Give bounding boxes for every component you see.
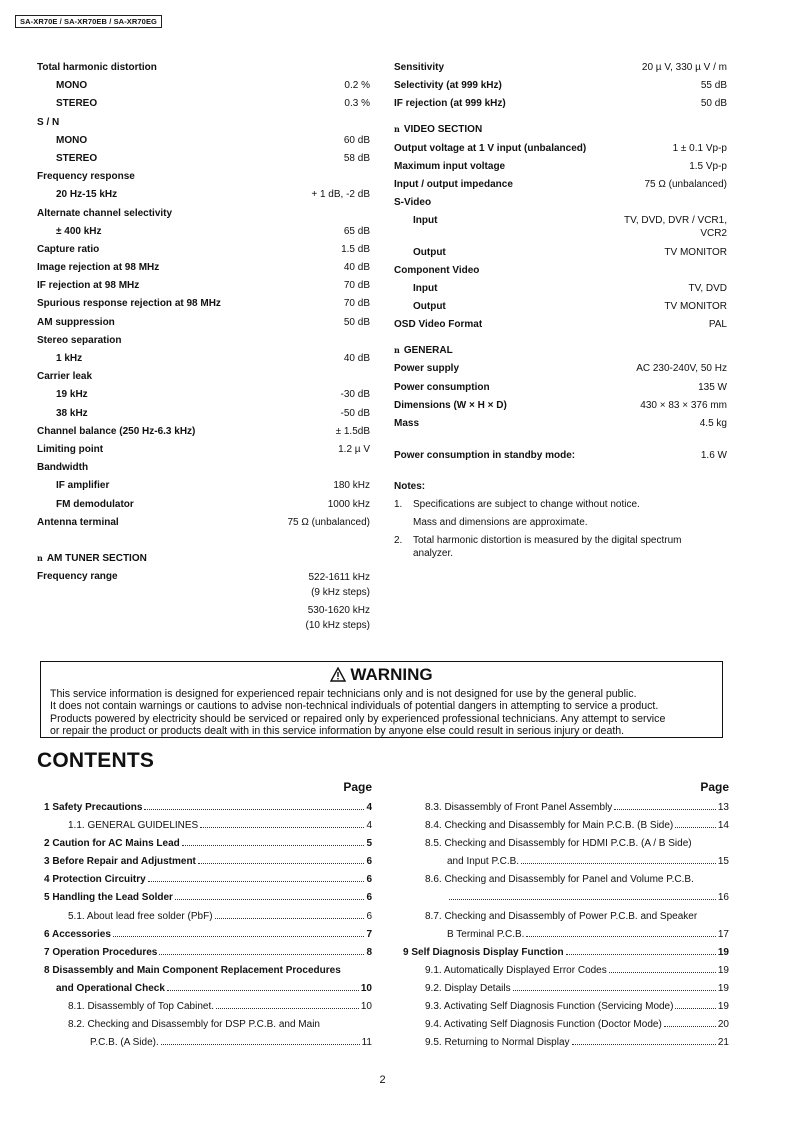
toc-entry-text: 8.1. Disassembly of Top Cabinet.: [68, 1001, 215, 1013]
toc-entry-text: 9.2. Display Details: [425, 982, 511, 994]
spec-label: S / N: [37, 116, 60, 128]
spec-label: Bandwidth: [37, 462, 89, 474]
toc-leader-dots: [572, 1044, 716, 1045]
toc-leader-dots: [216, 1008, 359, 1009]
spec-label: 1 kHz: [56, 353, 83, 364]
toc-entry-text: 9 Self Diagnosis Display Function: [403, 946, 564, 958]
spec-row: [394, 61, 727, 74]
spec-row: [37, 297, 370, 310]
toc-leader-dots: [198, 863, 365, 864]
spec-value: 1000 kHz: [327, 498, 370, 510]
spec-value: 1.5 Vp-p: [689, 160, 727, 172]
toc-entry-text: 9.4. Activating Self Diagnosis Function (Doctor Mode): [425, 1019, 662, 1031]
spec-row: [37, 188, 370, 201]
spec-value: 180 kHz: [333, 480, 370, 492]
toc-entry-text: 2 Caution for AC Mains Lead: [44, 838, 180, 850]
toc-entry-text: 4 Protection Circuitry: [44, 874, 146, 886]
spec-label: Input / output impedance: [394, 178, 513, 190]
spec-label: Antenna terminal: [37, 516, 119, 528]
warning-line: It does not contain warnings or cautions to advise non-technical individuals of potential dangers in attempting to service a product.: [50, 700, 659, 713]
spec-label: Alternate channel selectivity: [37, 207, 173, 219]
spec-row: [37, 352, 370, 365]
spec-value: 55 dB: [700, 80, 727, 92]
spec-row: [37, 461, 370, 474]
toc-leader-dots: [113, 936, 365, 937]
toc-entry[interactable]: [44, 1036, 372, 1049]
toc-leader-dots: [675, 1008, 715, 1009]
spec-value: 135 W: [698, 381, 727, 393]
section-title: GENERAL: [403, 345, 453, 357]
spec-value: 1.2 µ V: [338, 443, 370, 455]
spec-value: 20 µ V, 330 µ V / m: [641, 62, 727, 73]
spec-row: [37, 97, 370, 110]
spec-label: STEREO: [56, 152, 98, 164]
spec-label: 19 kHz: [56, 389, 88, 401]
spec-row: [37, 388, 370, 401]
spec-value: 70 dB: [343, 280, 370, 292]
spec-row: [394, 300, 727, 313]
spec-row: [394, 318, 727, 331]
toc-entry[interactable]: [403, 801, 729, 814]
spec-row: [37, 498, 370, 511]
notes-title: Notes:: [394, 481, 426, 492]
spec-label: Component Video: [394, 264, 480, 276]
spec-label: 38 kHz: [56, 407, 88, 419]
spec-row: [394, 214, 727, 240]
toc-leader-dots: [609, 972, 716, 973]
toc-entry[interactable]: [44, 928, 372, 941]
spec-label: FM demodulator: [56, 498, 134, 510]
spec-value: 40 dB: [343, 353, 370, 364]
toc-entry-page: 6: [366, 856, 372, 868]
toc-entry-text[interactable]: 8.6. Checking and Disassembly for Panel and Volume P.C.B.: [425, 874, 694, 886]
toc-entry-page: 11: [361, 1037, 372, 1049]
spec-value: 430 × 83 × 376 mm: [640, 399, 727, 411]
spec-row: [394, 142, 727, 155]
toc-entry-text: 9.1. Automatically Displayed Error Codes: [425, 964, 607, 976]
toc-entry-page: 16: [717, 892, 729, 904]
note-item: [394, 498, 727, 511]
spec-row: [37, 516, 370, 529]
toc-entry[interactable]: [44, 891, 372, 904]
toc-leader-dots: [148, 881, 365, 882]
toc-entry-page: 10: [360, 982, 372, 994]
toc-entry-page: 7: [366, 928, 372, 940]
note-number: 2.: [394, 535, 403, 546]
section-bullet: n: [394, 345, 400, 356]
spec-value: 58 dB: [343, 152, 370, 164]
spec-label: IF rejection (at 999 kHz): [394, 98, 506, 110]
spec-label: Mass: [394, 418, 420, 429]
toc-entry-page: 19: [717, 982, 729, 994]
toc-entry[interactable]: [403, 1000, 729, 1013]
spec-label: IF amplifier: [56, 480, 110, 492]
spec-label: AM suppression: [37, 316, 115, 328]
toc-entry-page: 6: [366, 874, 372, 886]
toc-entry-page: 19: [717, 1001, 729, 1013]
spec-row: [37, 370, 370, 383]
spec-row: [37, 425, 370, 438]
spec-label: Image rejection at 98 MHz: [37, 262, 160, 274]
spec-value: 75 Ω (unbalanced): [287, 516, 370, 528]
spec-value: 0.2 %: [344, 80, 370, 92]
spec-label: MONO: [56, 80, 88, 92]
toc-entry-page: 15: [717, 856, 729, 868]
warning-line: or repair the product or products dealt with in this service information by anyone else could result in serious injury or death.: [50, 725, 625, 738]
warning-box: [40, 661, 723, 738]
spec-label: Output voltage at 1 V input (unbalanced): [394, 142, 587, 154]
toc-entry[interactable]: [403, 964, 729, 977]
spec-row: [394, 178, 727, 191]
toc-entry[interactable]: [44, 982, 372, 995]
note-continuation: Mass and dimensions are approximate.: [413, 517, 588, 528]
toc-entry-text: and Operational Check: [56, 982, 165, 994]
spec-row: [37, 225, 370, 238]
spec-value: 60 dB: [343, 134, 370, 146]
toc-leader-dots: [159, 954, 364, 955]
spec-row: [37, 79, 370, 92]
toc-entry[interactable]: [44, 855, 372, 868]
spec-value: 1.6 W: [700, 450, 727, 461]
toc-entry-text[interactable]: 8 Disassembly and Main Component Replacement Procedures: [44, 964, 341, 976]
note-number: 1.: [394, 499, 403, 510]
spec-row: [394, 79, 727, 92]
spec-row: [394, 264, 727, 277]
toc-page-header: Page: [343, 780, 372, 794]
spec-value: 1 ± 0.1 Vp-p: [672, 142, 727, 154]
spec-label: Capture ratio: [37, 243, 100, 255]
toc-leader-dots: [566, 954, 716, 955]
spec-label: Power consumption in standby mode:: [394, 450, 576, 461]
section-bullet: n: [394, 124, 400, 135]
section-heading-general: [394, 344, 727, 357]
toc-entry-text: 1.1. GENERAL GUIDELINES: [68, 820, 199, 832]
spec-row: [394, 196, 727, 209]
spec-row: [394, 399, 727, 412]
toc-left-column: [44, 780, 372, 1054]
toc-entry-text: B Terminal P.C.B.: [447, 928, 525, 940]
toc-leader-dots: [513, 990, 716, 991]
toc-entry-page: 14: [717, 820, 729, 832]
spec-value: 50 dB: [343, 316, 370, 328]
toc-leader-dots: [200, 827, 364, 828]
toc-entry[interactable]: [403, 928, 729, 941]
spec-row: [394, 246, 727, 259]
toc-entry-page: 10: [360, 1001, 372, 1013]
toc-entry-text: P.C.B. (A Side).: [90, 1037, 159, 1049]
spec-value: 1.5 dB: [341, 243, 370, 255]
toc-entry-page: 4: [366, 802, 372, 813]
spec-row: [394, 381, 727, 394]
toc-entry-text: 5 Handling the Lead Solder: [44, 892, 173, 904]
toc-entry-page: 6: [366, 892, 372, 904]
toc-entry-text: 1 Safety Precautions: [44, 802, 143, 813]
spec-value: -30 dB: [340, 389, 370, 401]
spec-value: -50 dB: [340, 407, 370, 419]
toc-leader-dots: [521, 863, 716, 864]
spec-row: [37, 443, 370, 456]
spec-row: [37, 334, 370, 347]
spec-label: Power consumption: [394, 381, 490, 393]
toc-entry-page: 20: [717, 1019, 729, 1031]
toc-entry-page: 13: [717, 802, 729, 813]
warning-heading: [50, 664, 713, 688]
spec-row: [37, 61, 370, 74]
toc-leader-dots: [664, 1026, 716, 1027]
section-heading-am-tuner: [37, 552, 370, 565]
toc-entry-text: 6 Accessories: [44, 928, 111, 940]
spec-label: Maximum input voltage: [394, 160, 506, 172]
spec-value-line: 522-1611 kHz: [308, 572, 370, 584]
spec-value: 50 dB: [700, 98, 727, 110]
spec-value: + 1 dB, -2 dB: [311, 189, 370, 201]
spec-row: [394, 160, 727, 173]
spec-value: ± 1.5dB: [335, 425, 370, 437]
toc-entry[interactable]: [403, 946, 729, 959]
toc-entry-text: 8.4. Checking and Disassembly for Main P.C.B. (B Side): [425, 820, 674, 832]
toc-entry[interactable]: [44, 1000, 372, 1013]
note-text: Specifications are subject to change without notice.: [413, 499, 640, 510]
warning-line: This service information is designed for experienced repair technicians only and is not designed for use by the general public.: [50, 688, 637, 700]
toc-entry-page: 19: [717, 964, 729, 976]
note-item: [394, 534, 727, 560]
spec-row: [37, 170, 370, 183]
toc-entry[interactable]: [403, 1036, 729, 1049]
spec-label: Spurious response rejection at 98 MHz: [37, 298, 221, 310]
toc-leader-dots: [175, 899, 365, 900]
spacer: [37, 534, 370, 552]
spec-value: TV MONITOR: [664, 301, 727, 313]
toc-entry-page: 21: [717, 1037, 729, 1049]
toc-leader-dots: [182, 845, 365, 846]
spec-label: ± 400 kHz: [56, 225, 102, 237]
spec-label: Power supply: [394, 363, 460, 375]
specs-left-column: [37, 61, 370, 638]
spec-label: Output: [413, 246, 446, 258]
spec-value-line: 530-1620 kHz: [307, 605, 370, 617]
spec-label: OSD Video Format: [394, 319, 483, 331]
spec-label: IF rejection at 98 MHz: [37, 280, 140, 292]
toc-entry-text: 3 Before Repair and Adjustment: [44, 856, 196, 868]
note-text: Total harmonic distortion is measured by the digital spectrum analyzer.: [413, 535, 682, 559]
toc-entry-page: 6: [366, 910, 372, 922]
spec-row: [37, 243, 370, 256]
spec-row: [37, 479, 370, 492]
spec-row: [394, 282, 727, 295]
toc-entry-page: 5: [366, 838, 372, 850]
toc-leader-dots: [614, 809, 716, 810]
spec-value-multiline: [624, 214, 727, 240]
spec-value: AC 230-240V, 50 Hz: [636, 363, 727, 375]
spec-label: Stereo separation: [37, 334, 122, 346]
warning-triangle-icon: [330, 666, 346, 688]
section-bullet: n: [37, 552, 43, 563]
model-number-header: SA-XR70E / SA-XR70EB / SA-XR70EG: [15, 15, 162, 28]
toc-entry-text[interactable]: 8.2. Checking and Disassembly for DSP P.C.B. and Main: [68, 1019, 320, 1031]
toc-entry-text: 9.3. Activating Self Diagnosis Function (Servicing Mode): [425, 1001, 674, 1013]
spec-value: TV MONITOR: [664, 246, 727, 258]
toc-leader-dots: [675, 827, 716, 828]
toc-entry-text[interactable]: 8.7. Checking and Disassembly of Power P.C.B. and Speaker: [425, 910, 698, 922]
spec-row: [37, 152, 370, 165]
spec-label: Frequency range: [37, 571, 118, 583]
spec-value: TV, DVD: [688, 282, 727, 294]
spec-label: Total harmonic distortion: [37, 62, 157, 73]
section-title: AM TUNER SECTION: [46, 552, 147, 564]
spec-value-line: (9 kHz steps): [311, 587, 370, 599]
toc-entry[interactable]: [44, 946, 372, 959]
toc-entry[interactable]: [44, 910, 372, 923]
spec-value-line: VCR2: [700, 228, 727, 240]
spec-value-line: TV, DVD, DVR / VCR1,: [624, 215, 727, 227]
toc-entry[interactable]: [44, 801, 372, 814]
toc-entry-page: 19: [717, 946, 729, 958]
spec-label: STEREO: [56, 98, 98, 110]
toc-entry-page: 8: [366, 946, 372, 958]
toc-entry-text: 7 Operation Procedures: [44, 946, 158, 958]
spec-label: Dimensions (W × H × D): [394, 399, 507, 411]
toc-entry[interactable]: [403, 891, 729, 904]
spec-row: [37, 116, 370, 129]
spec-value-multiline: [306, 570, 370, 633]
spec-label: Output: [413, 301, 446, 313]
toc-leader-dots: [215, 918, 365, 919]
spec-row: [37, 316, 370, 329]
toc-entry-text[interactable]: 8.5. Checking and Disassembly for HDMI P.C.B. (A / B Side): [425, 838, 692, 850]
toc-right-column: [403, 780, 729, 1054]
toc-leader-dots: [449, 899, 716, 900]
toc-entry[interactable]: [403, 1018, 729, 1031]
section-title: VIDEO SECTION: [403, 124, 483, 136]
spec-label: Limiting point: [37, 443, 104, 455]
spec-value: 40 dB: [343, 262, 370, 274]
spec-value: 0.3 %: [344, 98, 370, 110]
spec-label: Input: [413, 215, 438, 227]
spec-label: Carrier leak: [37, 371, 93, 383]
toc-entry-text: 8.3. Disassembly of Front Panel Assembly: [425, 802, 613, 813]
toc-entry[interactable]: [44, 819, 372, 832]
spec-row: [37, 279, 370, 292]
spec-label: Channel balance (250 Hz-6.3 kHz): [37, 425, 196, 437]
spec-row: [394, 449, 727, 462]
spec-row: [394, 362, 727, 375]
spec-row: [37, 570, 370, 633]
spec-row: [37, 261, 370, 274]
section-heading-video: [394, 123, 727, 136]
spec-value: 65 dB: [343, 225, 370, 237]
spec-row: [394, 417, 727, 430]
toc-leader-dots: [161, 1044, 360, 1045]
spec-label: Input: [413, 282, 438, 294]
toc-entry-page: 17: [717, 928, 729, 940]
toc-entry[interactable]: [44, 837, 372, 850]
toc-entry[interactable]: [403, 982, 729, 995]
spec-value-line: (10 kHz steps): [305, 620, 370, 632]
toc-entry[interactable]: [403, 855, 729, 868]
warning-line: Products powered by electricity should be serviced or repaired only by experienced professional technicians. Any attempt to service: [50, 712, 666, 725]
spec-row: [37, 207, 370, 220]
spec-row: [394, 97, 727, 110]
spec-value: PAL: [708, 319, 727, 331]
toc-entry[interactable]: [403, 819, 729, 832]
toc-page-header: Page: [700, 780, 729, 794]
spec-label: Frequency response: [37, 171, 135, 183]
spec-row: [37, 407, 370, 420]
spec-label: Selectivity (at 999 kHz): [394, 80, 502, 92]
spec-label: 20 Hz-15 kHz: [56, 189, 118, 201]
toc-entry-page: 4: [366, 820, 372, 832]
spec-value: 70 dB: [343, 298, 370, 310]
contents-title: CONTENTS: [37, 749, 155, 772]
toc-leader-dots: [526, 936, 715, 937]
spec-label: MONO: [56, 134, 88, 146]
toc-entry-text: 9.5. Returning to Normal Display: [425, 1037, 570, 1049]
toc-leader-dots: [167, 990, 359, 991]
toc-entry[interactable]: [44, 873, 372, 886]
toc-leader-dots: [144, 809, 364, 810]
spec-label: S-Video: [394, 197, 432, 209]
specs-right-column: [394, 61, 727, 565]
spec-row: [37, 134, 370, 147]
warning-title: WARNING: [350, 665, 433, 684]
toc-entry-text: and Input P.C.B.: [447, 856, 520, 868]
spec-label: Sensitivity: [394, 62, 445, 73]
page-number: 2: [379, 1074, 386, 1086]
toc-entry-text: 5.1. About lead free solder (PbF): [68, 910, 213, 922]
spec-value: 4.5 kg: [699, 418, 727, 429]
spec-value: 75 Ω (unbalanced): [644, 178, 727, 190]
